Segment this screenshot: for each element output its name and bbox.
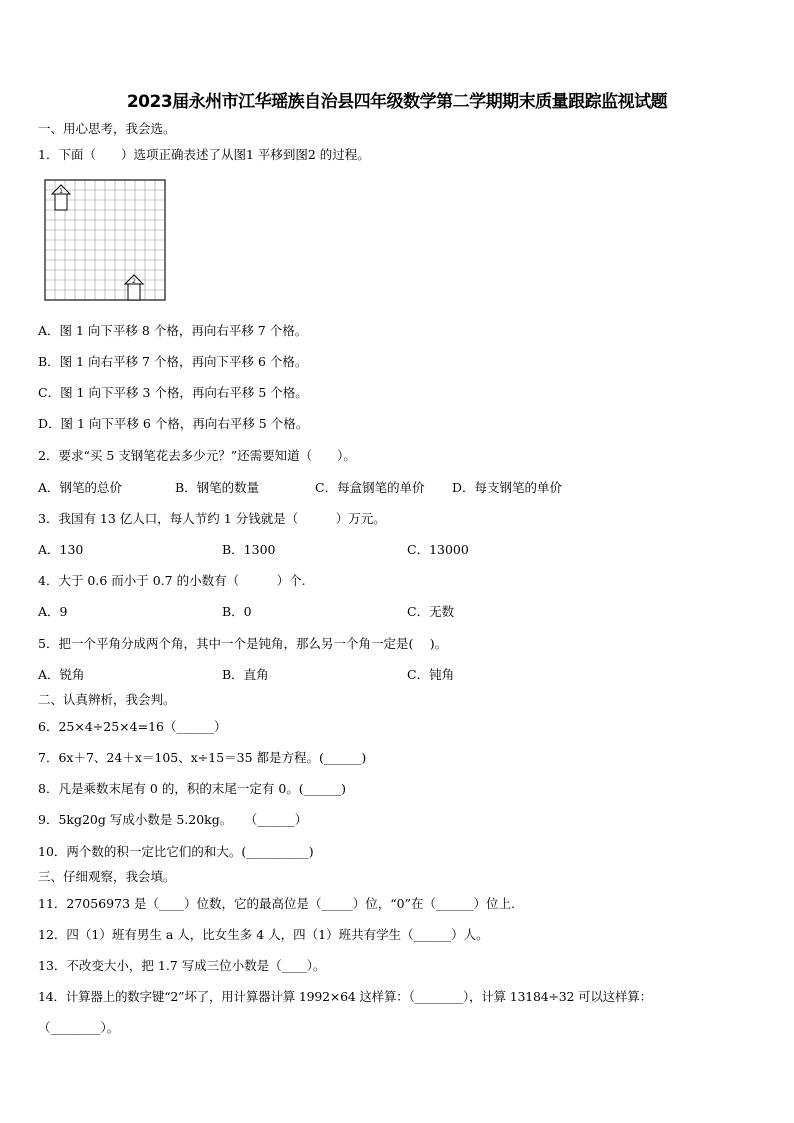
- question-4-option-b: B．0: [222, 604, 252, 619]
- question-2-option-d: D．每支钢笔的单价: [452, 480, 563, 495]
- section-3-header: 三、仔细观察，我会填。: [38, 869, 176, 884]
- question-13: 13．不改变大小，把 1.7 写成三位小数是（____）。: [38, 958, 326, 973]
- question-5: 5．把一个平角分成两个角，其中一个是钝角，那么另一个角一定是( )。: [38, 636, 448, 651]
- question-3-option-b: B．1300: [222, 542, 276, 557]
- question-4: 4．大于 0.6 而小于 0.7 的小数有（ ）个.: [38, 573, 306, 588]
- question-1: 1．下面（ ）选项正确表述了从图1 平移到图2 的过程。: [38, 147, 370, 162]
- question-1-option-d: D．图 1 向下平移 6 个格，再向右平移 5 个格。: [38, 416, 309, 431]
- question-2: 2．要求“买 5 支钢笔花去多少元？”还需要知道（ ）。: [38, 448, 356, 463]
- section-2-header: 二、认真辨析，我会判。: [38, 692, 176, 707]
- question-10: 10．两个数的积一定比它们的和大。(__________): [38, 844, 314, 859]
- question-3: 3．我国有 13 亿人口，每人节约 1 分钱就是（ ）万元。: [38, 511, 386, 526]
- question-9: 9．5kg20g 写成小数是 5.20kg。 （______）: [38, 812, 308, 827]
- question-3-option-c: C．13000: [407, 542, 469, 557]
- question-3-option-a: A．130: [38, 542, 84, 557]
- question-7: 7．6x＋7、24＋x＝105、x÷15＝35 都是方程。(______): [38, 750, 367, 765]
- question-2-option-c: C．每盒钢笔的单价: [315, 480, 425, 495]
- grid-svg: [44, 179, 168, 303]
- question-2-option-b: B．钢笔的数量: [175, 480, 260, 495]
- question-4-option-a: A．9: [38, 604, 68, 619]
- question-11: 11．27056973 是（____）位数，它的最高位是（_____）位，“0”在（______）位上.: [38, 896, 515, 911]
- question-5-option-b: B．直角: [222, 667, 269, 682]
- question-6: 6．25×4÷25×4=16（______）: [38, 719, 227, 734]
- house-shape-2: [125, 275, 143, 300]
- question-1-option-a: A．图 1 向下平移 8 个格，再向右平移 7 个格。: [38, 323, 308, 338]
- house-label-1: 1: [59, 188, 63, 195]
- section-1-header: 一、用心思考，我会选。: [38, 121, 176, 136]
- question-14: 14．计算器上的数字键“2”坏了，用计算器计算 1992×64 这样算：（________），计算 13184÷32 可以这样算：: [38, 989, 652, 1004]
- translation-grid-figure: [44, 179, 168, 307]
- question-1-option-b: B．图 1 向右平移 7 个格，再向下平移 6 个格。: [38, 354, 308, 369]
- question-8: 8．凡是乘数末尾有 0 的，积的末尾一定有 0。(______): [38, 781, 347, 796]
- question-5-option-c: C．钝角: [407, 667, 455, 682]
- question-12: 12．四（1）班有男生 a 人，比女生多 4 人，四（1）班共有学生（______）人。: [38, 927, 489, 942]
- question-14-continued: （________）。: [38, 1020, 120, 1035]
- question-5-option-a: A．锐角: [38, 667, 85, 682]
- question-1-option-c: C．图 1 向下平移 3 个格，再向右平移 5 个格。: [38, 385, 308, 400]
- question-2-option-a: A．钢笔的总价: [38, 480, 123, 495]
- question-4-option-c: C．无数: [407, 604, 455, 619]
- page-title: 2023届永州市江华瑶族自治县四年级数学第二学期期末质量跟踪监视试题: [126, 92, 668, 112]
- house-label-2: 2: [132, 278, 136, 285]
